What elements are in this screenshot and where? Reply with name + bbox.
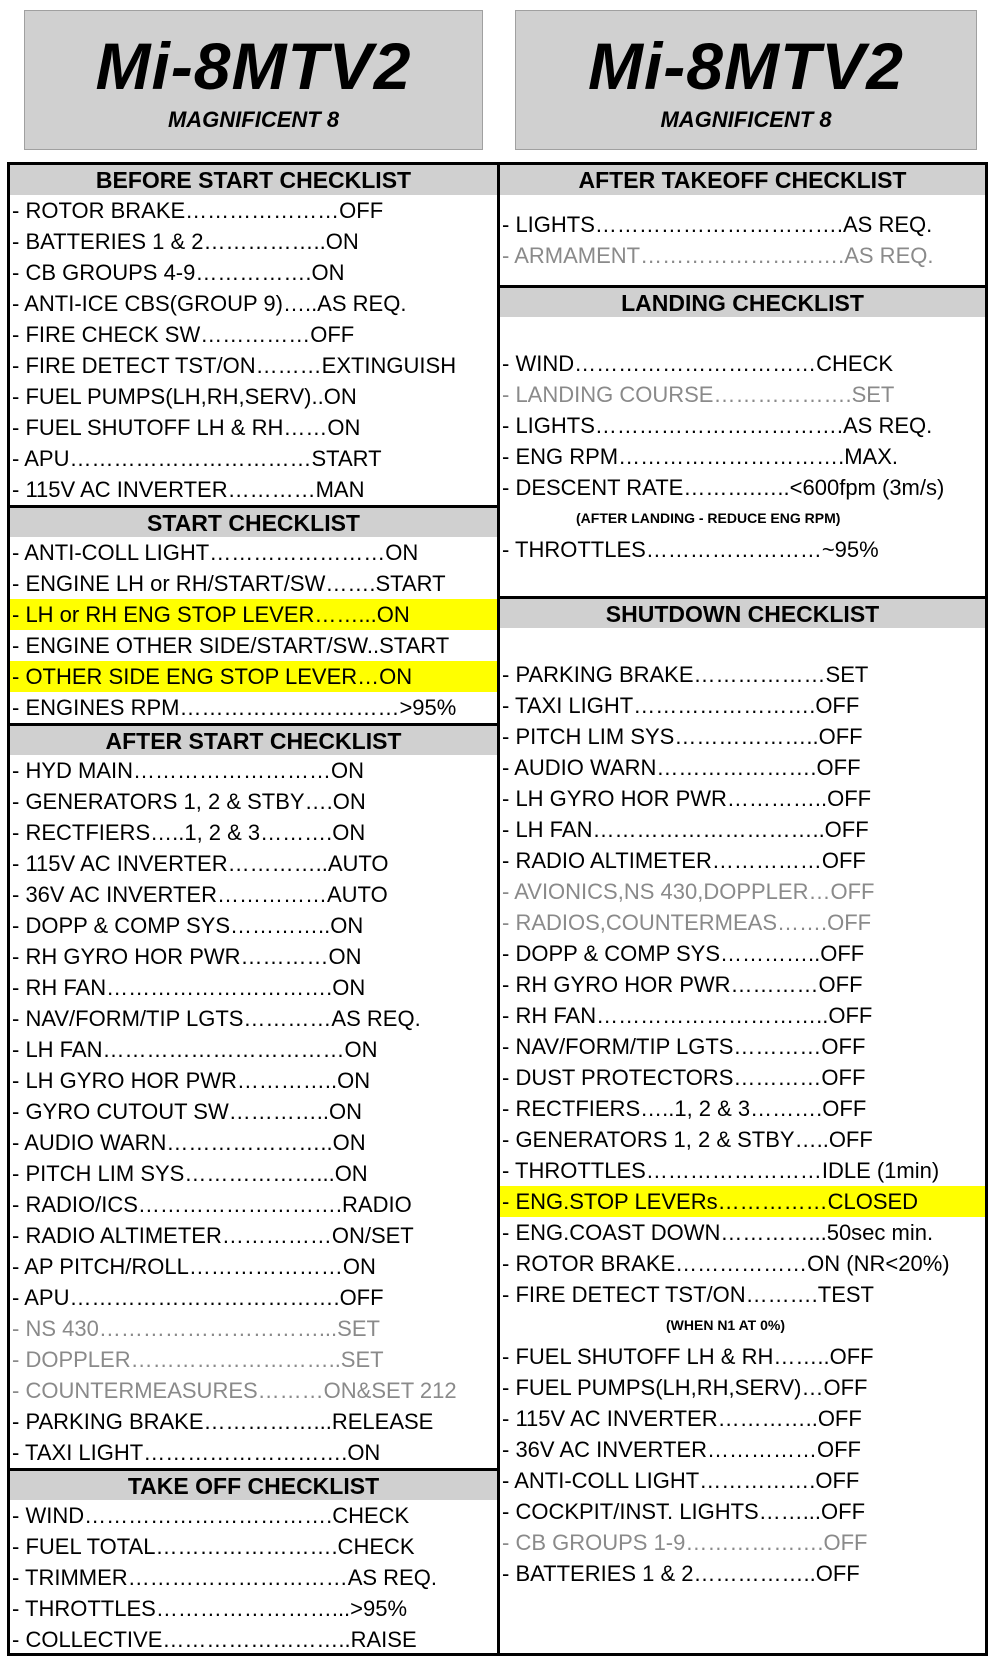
header-right bbox=[515, 10, 977, 150]
checklist-item: - LH FAN……………………………ON bbox=[12, 1037, 378, 1062]
checklist-item: - AP PITCH/ROLL…………………ON bbox=[12, 1254, 376, 1279]
after-start-list bbox=[10, 755, 497, 1468]
start-list bbox=[10, 537, 497, 723]
checklist-item: - ENGINE LH or RH/START/SW…….START bbox=[12, 571, 446, 596]
checklist-item: - ROTOR BRAKE…………………OFF bbox=[12, 198, 384, 223]
checklist-item: - NAV/FORM/TIP LGTS…………AS REQ. bbox=[12, 1006, 421, 1031]
checklist-item: - RH FAN………………………….ON bbox=[12, 975, 366, 1000]
checklist-item: - LIGHTS…………………………….AS REQ. bbox=[502, 413, 933, 438]
checklist-item: - GENERATORS 1, 2 & STBY….ON bbox=[12, 789, 366, 814]
checklist-item: - TAXI LIGHT……………………….ON bbox=[12, 1440, 381, 1465]
take-off-header: TAKE OFF CHECKLIST bbox=[10, 1468, 497, 1500]
checklist-item-highlighted: - ENG.STOP LEVERs……………CLOSED bbox=[500, 1186, 985, 1217]
checklist-item: - GENERATORS 1, 2 & STBY…..OFF bbox=[502, 1127, 873, 1152]
checklist-item: - COLLECTIVE……………………..RAISE bbox=[12, 1627, 417, 1652]
checklist-item: - LIGHTS…………………………….AS REQ. bbox=[502, 212, 933, 237]
landing-note: (AFTER LANDING - REDUCE ENG RPM) bbox=[576, 510, 841, 526]
checklist-item: - ANTI-ICE CBS(GROUP 9)…..AS REQ. bbox=[12, 291, 407, 316]
checklist-item-optional: - LANDING COURSE……………….SET bbox=[502, 382, 895, 407]
checklist-item: - NAV/FORM/TIP LGTS…………OFF bbox=[502, 1034, 866, 1059]
checklist-item: - RADIO ALTIMETER……………ON/SET bbox=[12, 1223, 414, 1248]
checklist-item: - FUEL PUMPS(LH,RH,SERV)..ON bbox=[12, 384, 357, 409]
landing-list bbox=[500, 317, 985, 596]
checklist-item: - DESCENT RATE……….…..<600fpm (3m/s) bbox=[502, 475, 945, 500]
checklist-item-optional: - COUNTERMEASURES………ON&SET 212 bbox=[12, 1378, 457, 1403]
after-takeoff-list bbox=[500, 195, 985, 285]
checklist-item: - DOPP & COMP SYS…………..OFF bbox=[502, 941, 865, 966]
checklist-item: - FUEL TOTAL…………………….CHECK bbox=[12, 1534, 415, 1559]
checklist-item: - LH GYRO HOR PWR…………..OFF bbox=[502, 786, 872, 811]
checklist-item: - HYD MAIN………………………ON bbox=[12, 758, 364, 783]
checklist-item: - FUEL PUMPS(LH,RH,SERV)…OFF bbox=[502, 1375, 868, 1400]
checklist-item: - PITCH LIM SYS………………...ON bbox=[12, 1161, 368, 1186]
checklist-item: - TRIMMER…………………………AS REQ. bbox=[12, 1565, 437, 1590]
checklist-item: - ANTI-COLL LIGHT……………………ON bbox=[12, 540, 419, 565]
checklist-item-optional: - AVIONICS,NS 430,DOPPLER…OFF bbox=[502, 879, 875, 904]
checklist-item: - 115V AC INVERTER…………MAN bbox=[12, 477, 365, 502]
checklist-item-optional: - CB GROUPS 1-9……………….OFF bbox=[502, 1530, 868, 1555]
checklist-item: - FUEL SHUTOFF LH & RH……..OFF bbox=[502, 1344, 874, 1369]
after-start-header: AFTER START CHECKLIST bbox=[10, 723, 497, 755]
checklist-item: - APU……………………………….OFF bbox=[12, 1285, 384, 1310]
checklist-item: - RECTFIERS…..1, 2 & 3……….ON bbox=[12, 820, 366, 845]
checklist-item: - 36V AC INVERTER……………AUTO bbox=[12, 882, 388, 907]
checklist-item: - PARKING BRAKE……………...RELEASE bbox=[12, 1409, 434, 1434]
checklist-item: - 115V AC INVERTER…………..AUTO bbox=[12, 851, 389, 876]
checklist-item: - 115V AC INVERTER…………..OFF bbox=[502, 1406, 862, 1431]
left-column bbox=[10, 165, 497, 1655]
checklist-item: - THROTTLES……………………IDLE (1min) bbox=[502, 1158, 940, 1183]
right-column bbox=[500, 165, 985, 1589]
checklist-item: - ENG RPM………………………….MAX. bbox=[502, 444, 899, 469]
aircraft-title: Mi-8MTV2 bbox=[587, 29, 905, 103]
checklist-item: - AUDIO WARN…………………..ON bbox=[12, 1130, 366, 1155]
checklist-item: - TAXI LIGHT…………………….OFF bbox=[502, 693, 860, 718]
checklist-item: - LH FAN…………………………..OFF bbox=[502, 817, 869, 842]
shutdown-note: (WHEN N1 AT 0%) bbox=[666, 1317, 785, 1333]
before-start-list bbox=[10, 195, 497, 505]
checklist-item: - THROTTLES……………………...>95% bbox=[12, 1596, 408, 1621]
checklist-item: - RH GYRO HOR PWR…………ON bbox=[12, 944, 362, 969]
start-header: START CHECKLIST bbox=[10, 505, 497, 537]
before-start-header: BEFORE START CHECKLIST bbox=[10, 165, 497, 195]
checklist-item: - FIRE CHECK SW……………OFF bbox=[12, 322, 355, 347]
aircraft-subtitle: MAGNIFICENT 8 bbox=[167, 107, 340, 132]
checklist-item-highlighted: - OTHER SIDE ENG STOP LEVER…ON bbox=[10, 661, 497, 692]
checklist-item: - ENG.COAST DOWN…………...50sec min. bbox=[502, 1220, 934, 1245]
checklist-item: - ROTOR BRAKE………………ON (NR<20%) bbox=[502, 1251, 950, 1276]
checklist-item: - FIRE DETECT TST/ON………EXTINGUISH bbox=[12, 353, 457, 378]
checklist-item: - THROTTLES……………………~95% bbox=[502, 537, 879, 562]
after-takeoff-header: AFTER TAKEOFF CHECKLIST bbox=[500, 165, 985, 195]
checklist-item: - RH FAN…………………………..OFF bbox=[502, 1003, 873, 1028]
checklist-item: - RECTFIERS…..1, 2 & 3……….OFF bbox=[502, 1096, 867, 1121]
checklist-item: - ENGINE OTHER SIDE/START/SW..START bbox=[12, 633, 450, 658]
checklist-item-optional: - DOPPLER………………………..SET bbox=[12, 1347, 384, 1372]
checklist-item: - COCKPIT/INST. LIGHTS……...OFF bbox=[502, 1499, 866, 1524]
aircraft-title: Mi-8MTV2 bbox=[95, 29, 412, 103]
landing-header: LANDING CHECKLIST bbox=[500, 285, 985, 317]
checklist-item-optional: - NS 430…………………………...SET bbox=[12, 1316, 380, 1341]
checklist-item: - RH GYRO HOR PWR…………OFF bbox=[502, 972, 863, 997]
checklist-item: - BATTERIES 1 & 2……………..OFF bbox=[502, 1561, 860, 1586]
checklist-item: - APU……………………………START bbox=[12, 446, 382, 471]
checklist-item: - DOPP & COMP SYS…………..ON bbox=[12, 913, 364, 938]
checklist-item: - PARKING BRAKE………………SET bbox=[502, 662, 869, 687]
checklist-item-optional: - RADIOS,COUNTERMEAS…….OFF bbox=[502, 910, 872, 935]
aircraft-subtitle: MAGNIFICENT 8 bbox=[660, 107, 832, 132]
take-off-list bbox=[10, 1500, 497, 1655]
checklist-item: - ANTI-COLL LIGHT…………….OFF bbox=[502, 1468, 860, 1493]
checklist-item: - RADIO/ICS……………………….RADIO bbox=[12, 1192, 412, 1217]
checklist-item: - WIND…………………………….CHECK bbox=[12, 1503, 410, 1528]
checklist-item: - CB GROUPS 4-9…………….ON bbox=[12, 260, 345, 285]
checklist-item: - 36V AC INVERTER……………OFF bbox=[502, 1437, 861, 1462]
header-left bbox=[24, 10, 483, 150]
checklist-item: - FUEL SHUTOFF LH & RH……ON bbox=[12, 415, 361, 440]
checklist-item-highlighted: - LH or RH ENG STOP LEVER……...ON bbox=[10, 599, 497, 630]
checklist-item-optional: - ARMAMENT……………………….AS REQ. bbox=[502, 243, 934, 268]
checklist-item: - WIND……………………………CHECK bbox=[502, 351, 894, 376]
shutdown-header: SHUTDOWN CHECKLIST bbox=[500, 596, 985, 628]
checklist-item: - RADIO ALTIMETER……………OFF bbox=[502, 848, 866, 873]
checklist-item: - FIRE DETECT TST/ON……….TEST bbox=[502, 1282, 874, 1307]
checklist-item: - GYRO CUTOUT SW…………..ON bbox=[12, 1099, 362, 1124]
checklist-item: - DUST PROTECTORS…………OFF bbox=[502, 1065, 866, 1090]
checklist-item: - LH GYRO HOR PWR…………..ON bbox=[12, 1068, 371, 1093]
checklist-item: - ENGINES RPM…………………………>95% bbox=[12, 695, 457, 720]
checklist-item: - PITCH LIM SYS………………..OFF bbox=[502, 724, 863, 749]
checklist-item: - AUDIO WARN………………….OFF bbox=[502, 755, 861, 780]
checklist-item: - BATTERIES 1 & 2……………..ON bbox=[12, 229, 359, 254]
shutdown-list bbox=[500, 628, 985, 1589]
